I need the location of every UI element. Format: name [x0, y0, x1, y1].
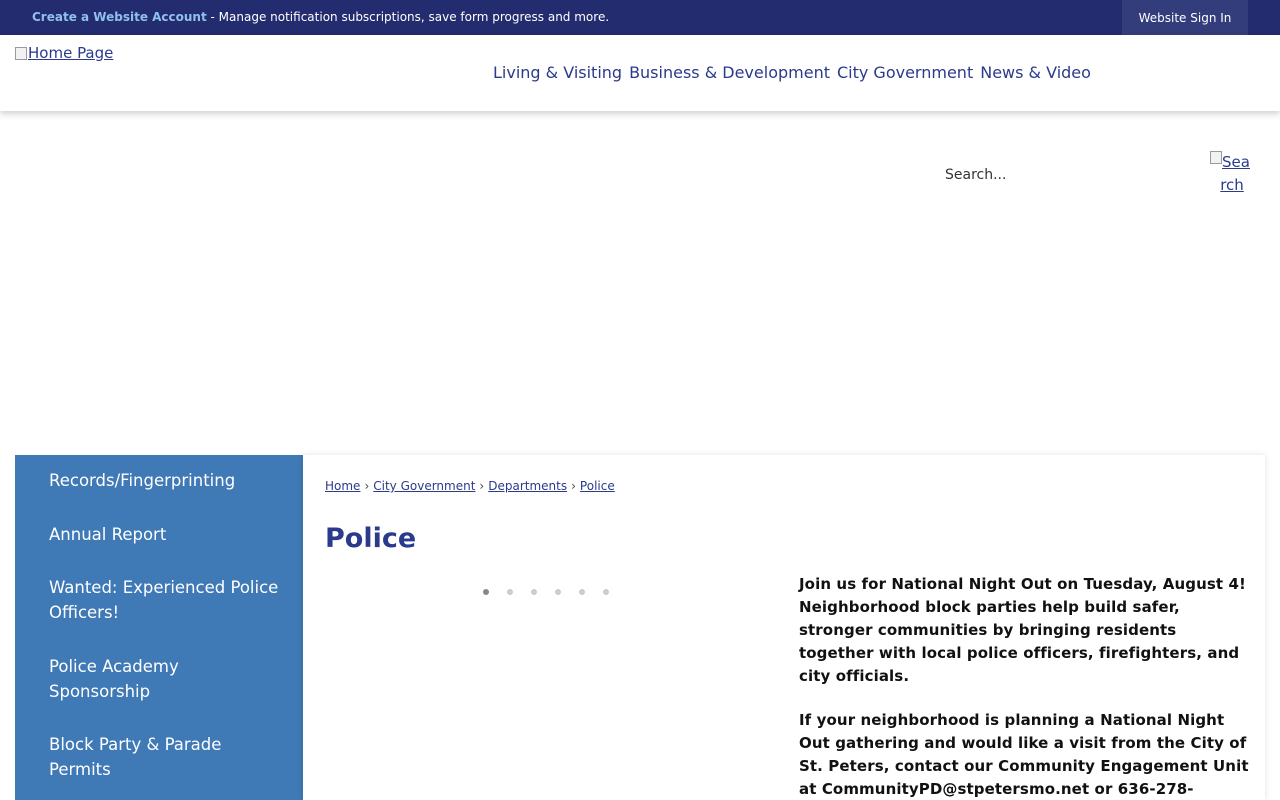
sidebar-navigation — [15, 455, 303, 800]
nav-living-visiting[interactable]: Living & Visiting — [493, 63, 623, 82]
article-body — [799, 573, 1249, 800]
breadcrumb-separator: › — [571, 479, 576, 493]
search-button[interactable] — [1210, 151, 1254, 197]
logo-alt-text: Home Page — [28, 44, 114, 62]
slideshow-dot[interactable] — [555, 589, 561, 595]
sidebar-item-annual-report[interactable]: Annual Report — [49, 525, 167, 544]
broken-image-icon — [15, 47, 27, 60]
slideshow-dot[interactable] — [579, 589, 585, 595]
sidebar-item-wanted-officers[interactable]: Wanted: Experienced Police Officers! — [49, 578, 279, 622]
account-message — [32, 10, 609, 24]
slideshow-dot[interactable] — [483, 589, 489, 595]
breadcrumb-city-government[interactable]: City Government — [373, 479, 476, 493]
home-page-logo-link[interactable] — [15, 44, 113, 62]
breadcrumb-police[interactable]: Police — [579, 479, 615, 493]
sidebar-item-police-academy[interactable]: Police Academy Sponsorship — [49, 657, 179, 701]
nav-city-government[interactable]: City Government — [836, 63, 974, 82]
nav-news-video[interactable]: News & Video — [980, 63, 1091, 82]
breadcrumb-separator: › — [479, 479, 485, 493]
account-message-text: - Manage notification subscriptions, save form progress and more. — [206, 10, 610, 24]
nav-business-development[interactable]: Business & Development — [629, 63, 830, 82]
search-broken-image-icon — [1210, 151, 1222, 164]
search-button-alt-line1: Sea — [1222, 153, 1250, 171]
search-button-alt-line2: rch — [1220, 176, 1244, 194]
search-input[interactable] — [935, 158, 1205, 192]
sidebar-item-records-fingerprinting[interactable]: Records/Fingerprinting — [49, 471, 236, 490]
slideshow-dot[interactable] — [603, 589, 609, 595]
breadcrumb — [325, 479, 615, 493]
breadcrumb-departments[interactable]: Departments — [488, 479, 568, 493]
create-account-link[interactable]: Create a Website Account — [32, 10, 207, 24]
slideshow-pager — [483, 589, 627, 595]
page-title: Police — [325, 523, 417, 554]
breadcrumb-separator: › — [364, 479, 370, 493]
breadcrumb-home[interactable]: Home — [325, 479, 361, 493]
sidebar-item-block-party-permits[interactable]: Block Party & Parade Permits — [49, 735, 222, 779]
main-content — [303, 455, 1265, 800]
article-paragraph: If your neighborhood is planning a National Night Out gathering and would like a visit from the City of St. Peters, contact our Community Engagement Unit at CommunityPD@stpetersmo.net or 636-278- — [799, 711, 1249, 798]
top-utility-bar — [0, 0, 1280, 35]
site-header — [0, 35, 1280, 111]
slideshow-dot[interactable] — [507, 589, 513, 595]
main-navigation — [493, 63, 1098, 82]
article-paragraph: Join us for National Night Out on Tuesday, August 4! Neighborhood block parties help build safer, stronger communities by bringing residents together with local police officers, firefighters, and city officials. — [799, 575, 1246, 685]
website-sign-in-button[interactable]: Website Sign In — [1122, 0, 1248, 35]
slideshow-dot[interactable] — [531, 589, 537, 595]
